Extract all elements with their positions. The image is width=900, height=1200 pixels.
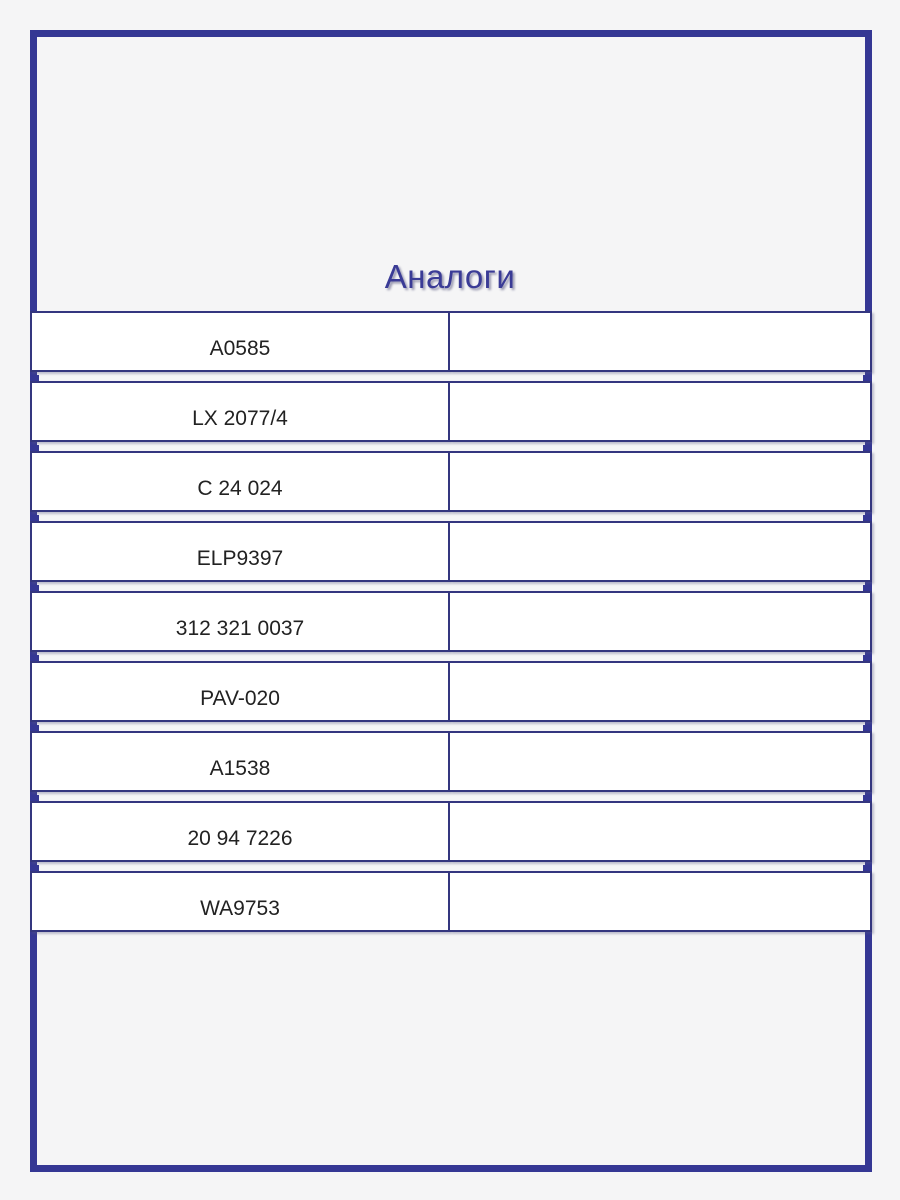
analog-value-cell bbox=[450, 871, 872, 932]
analog-code-cell: WA9753 bbox=[30, 871, 450, 932]
analog-value-cell bbox=[450, 521, 872, 582]
analogs-table bbox=[30, 311, 872, 941]
analog-value-cell bbox=[450, 801, 872, 862]
table-row bbox=[30, 871, 872, 932]
analog-code-cell: LX 2077/4 bbox=[30, 381, 450, 442]
analog-value-cell bbox=[450, 451, 872, 512]
table-row bbox=[30, 731, 872, 792]
analog-code-cell: C 24 024 bbox=[30, 451, 450, 512]
table-row bbox=[30, 521, 872, 582]
table-row bbox=[30, 451, 872, 512]
analog-code-cell: ELP9397 bbox=[30, 521, 450, 582]
analog-value-cell bbox=[450, 731, 872, 792]
analog-value-cell bbox=[450, 661, 872, 722]
analog-code-cell: A0585 bbox=[30, 311, 450, 372]
table-row bbox=[30, 661, 872, 722]
table-row bbox=[30, 381, 872, 442]
analog-code-cell: A1538 bbox=[30, 731, 450, 792]
table-row bbox=[30, 311, 872, 372]
analog-code-cell: 312 321 0037 bbox=[30, 591, 450, 652]
analog-value-cell bbox=[450, 311, 872, 372]
analog-code-cell: PAV-020 bbox=[30, 661, 450, 722]
analog-value-cell bbox=[450, 381, 872, 442]
table-row bbox=[30, 591, 872, 652]
table-row bbox=[30, 801, 872, 862]
page-title: Аналоги bbox=[384, 258, 516, 295]
analog-value-cell bbox=[450, 591, 872, 652]
analog-code-cell: 20 94 7226 bbox=[30, 801, 450, 862]
